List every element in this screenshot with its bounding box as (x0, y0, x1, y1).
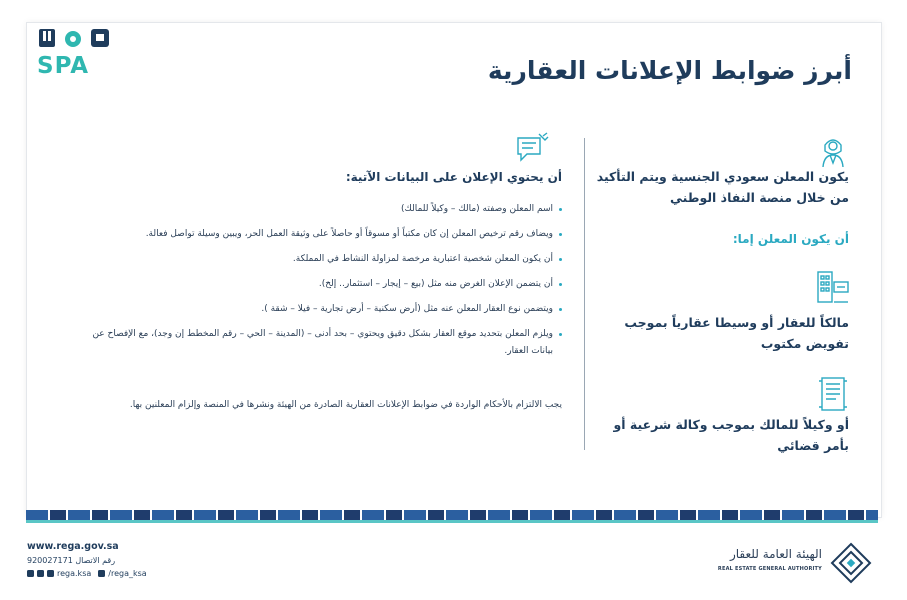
requirements-list (74, 201, 562, 368)
list-item: اسم المعلن وصفته (مالك – وكيلاً للمالك) (74, 201, 562, 218)
spa-logo-mark (37, 27, 113, 51)
youtube-icon[interactable] (47, 570, 54, 577)
authority-logo-icon (830, 542, 872, 584)
twitter-icon[interactable] (98, 570, 105, 577)
decorative-stripes (26, 510, 878, 520)
social-links (27, 569, 151, 578)
list-item: أن يكون المعلن شخصية اعتبارية مرخصة لمزاولة النشاط في المملكة. (74, 251, 562, 268)
list-item: أن يتضمن الإعلان الغرض منه مثل (بيع – إيجار – استثمار.. إلخ). (74, 276, 562, 293)
option-owner: مالكاً للعقار أو وسيطا عقارياً بموجب تفويض مكتوب (624, 315, 849, 351)
document-icon (814, 375, 852, 413)
list-item: ويضاف رقم ترخيص المعلن إن كان مكتباً أو مسوقاً أو حاصلاً على وثيقة العمل الحر، ويبين وسيلة تواصل فعالة. (74, 226, 562, 243)
page-title: أبرز ضوابط الإعلانات العقارية (487, 56, 852, 85)
facebook-icon[interactable] (27, 570, 34, 577)
twitter-handle[interactable]: /rega_ksa (108, 569, 147, 578)
intro-text: يكون المعلن سعودي الجنسية ويتم التأكيد من خلال منصة النفاذ الوطني (596, 169, 849, 205)
compliance-note: يجب الالتزام بالأحكام الواردة في ضوابط الإعلانات العقارية الصادرة من الهيئة ونشرها في المنصة وإلزام المعلنين بها. (129, 400, 562, 410)
website-url[interactable]: www.rega.gov.sa (27, 541, 119, 552)
chat-bubble-icon (515, 132, 551, 164)
instagram-icon[interactable] (37, 570, 44, 577)
list-item: ويلزم المعلن بتحديد موقع العقار بشكل دقيق ويحتوي – بحد أدنى – (المدينة – الحي – رقم المخطط إن وجد)، مع الإفصاح عن بيانات العقار. (74, 326, 562, 360)
social-handle[interactable]: rega.ksa (57, 569, 92, 578)
authority-name-ar: الهيئة العامة للعقار (729, 547, 822, 561)
list-item: ويتضمن نوع العقار المعلن عنه مثل (أرض سكنية – أرض تجارية – فيلا – شقة ). (74, 301, 562, 318)
spa-logo (37, 27, 113, 79)
column-divider (584, 138, 585, 450)
option-agent: أو وكيلاً للمالك بموجب وكالة شرعية أو بأمر قضائي (613, 417, 849, 453)
spa-logo-text: SPA (37, 53, 90, 79)
building-icon (814, 268, 852, 306)
contact-phone: رقم الاتصال 920027171 (27, 556, 116, 565)
authority-name-en: REAL ESTATE GENERAL AUTHORITY (717, 566, 822, 572)
person-icon (814, 131, 852, 169)
decorative-teal-line (26, 520, 878, 523)
either-label: أن يكون المعلن إما: (732, 232, 849, 246)
data-heading: أن يحتوي الإعلان على البيانات الآتية: (345, 170, 562, 184)
